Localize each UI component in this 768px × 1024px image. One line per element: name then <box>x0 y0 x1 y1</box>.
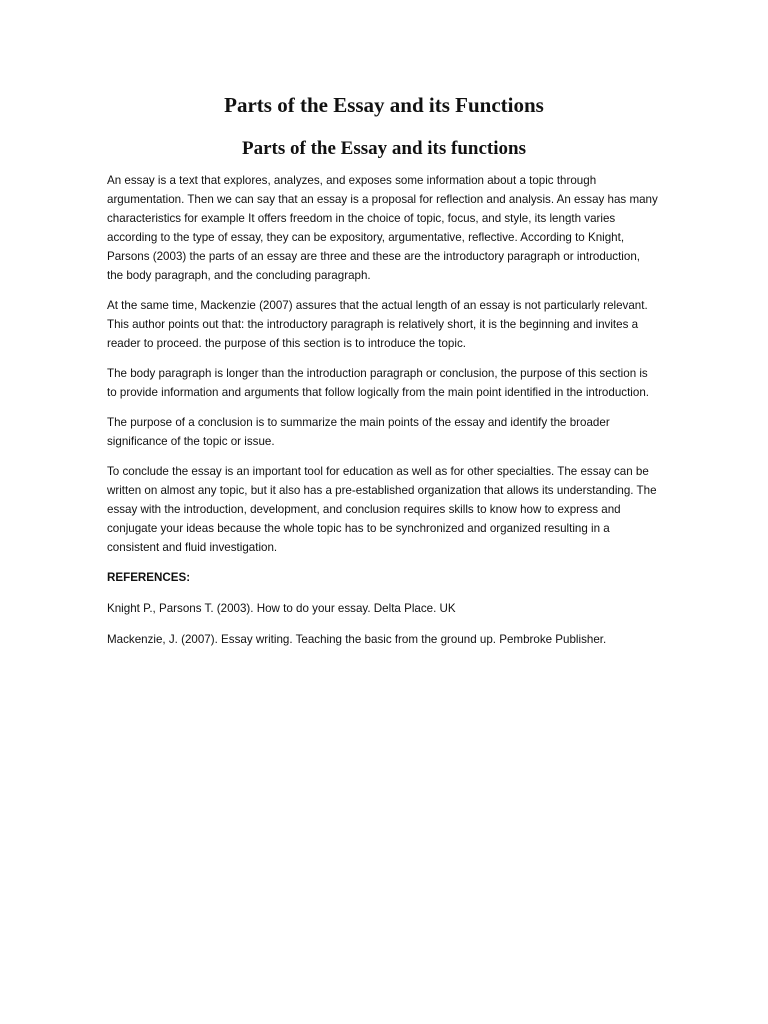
paragraph-conclusion: To conclude the essay is an important tool for education as well as for other specialties. The essay can be written on almost any topic, but it also has a pre-established organization that allows its understanding. The essay with the introduction, development, and conclusion requires skills to know how to express and conjugate your ideas because the whole topic has to be synchronized and organized resulting in a consistent and fluid investigation. <box>107 465 657 554</box>
references-heading: REFERENCES: <box>107 571 191 584</box>
document-body <box>107 171 659 661</box>
paragraph-conclusion-purpose: The purpose of a conclusion is to summarize the main points of the essay and identify the broader significance of the topic or issue. <box>107 416 610 448</box>
paragraph-length: At the same time, Mackenzie (2007) assures that the actual length of an essay is not particularly relevant. This author points out that: the introductory paragraph is relatively short, it is the beginning and invites a reader to proceed. the purpose of this section is to introduce the topic. <box>107 299 648 350</box>
page-title: Parts of the Essay and its Functions <box>224 93 544 117</box>
paragraph-body: The body paragraph is longer than the introduction paragraph or conclusion, the purpose of this section is to provide information and arguments that follow logically from the main point identified in the introduction. <box>107 367 649 399</box>
reference-item-mackenzie: Mackenzie, J. (2007). Essay writing. Teaching the basic from the ground up. Pembroke Publisher. <box>107 633 607 646</box>
page-subtitle: Parts of the Essay and its functions <box>242 138 526 159</box>
reference-item-knight: Knight P., Parsons T. (2003). How to do your essay. Delta Place. UK <box>107 602 456 615</box>
paragraph-introduction: An essay is a text that explores, analyzes, and exposes some information about a topic through argumentation. Then we can say that an essay is a proposal for reflection and analysis. An essay has many characteristics for example It offers freedom in the choice of topic, focus, and style, its length varies according to the type of essay, they can be expository, argumentative, reflective. According to Knight, Parsons (2003) the parts of an essay are three and these are the introductory paragraph or introduction, the body paragraph, and the concluding paragraph. <box>107 174 658 282</box>
